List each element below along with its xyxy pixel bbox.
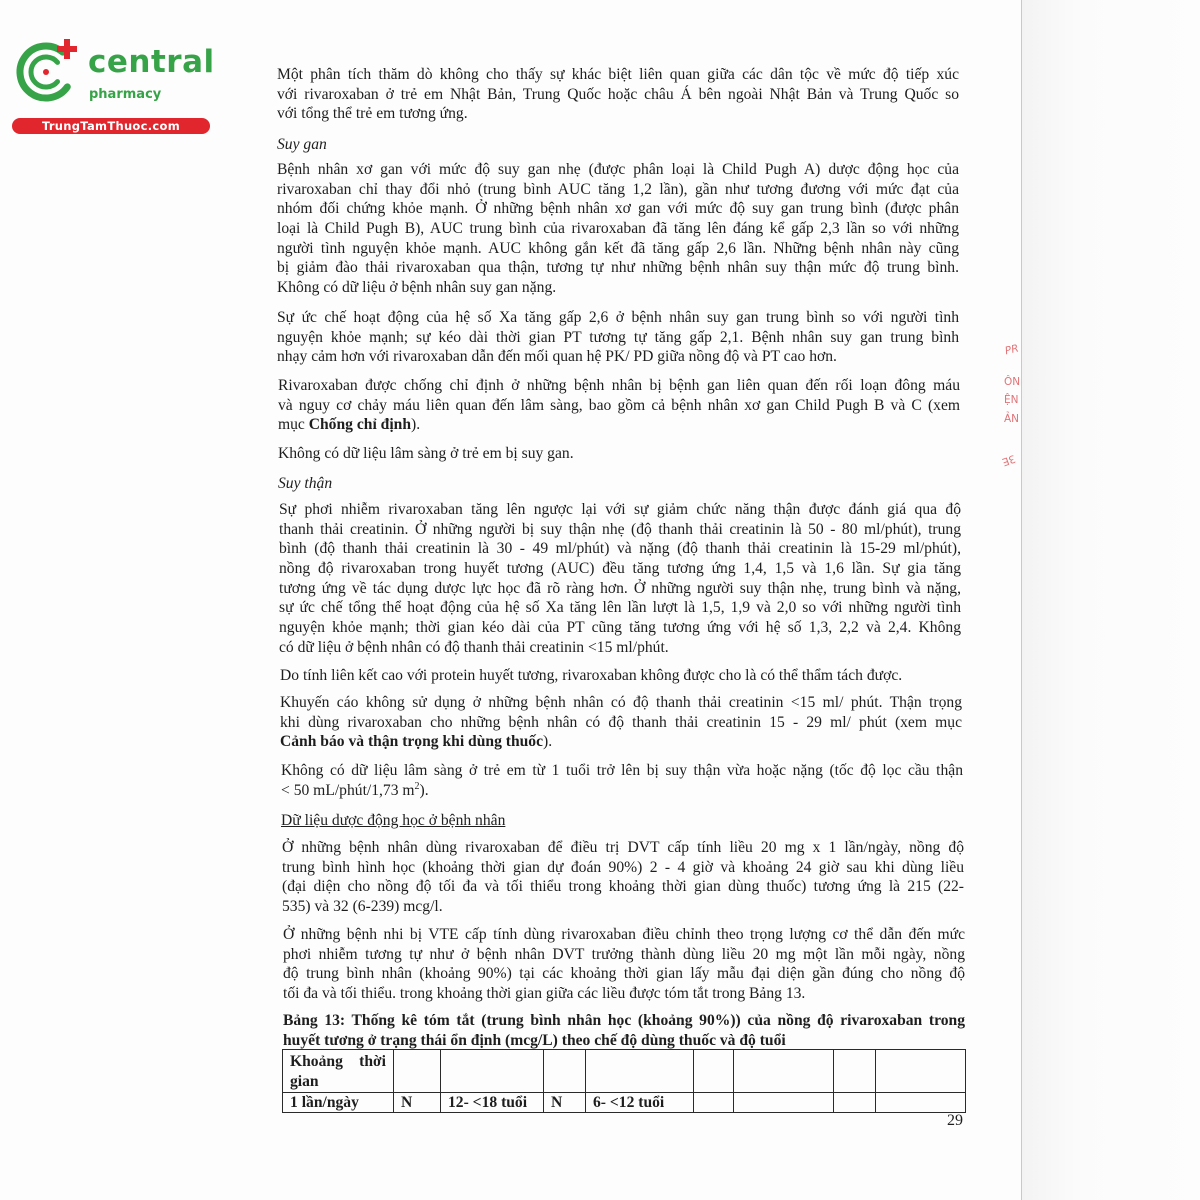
text-fragment: < 50 mL/phút/1,73 m (281, 781, 415, 799)
stamp-text: ỆN (1004, 394, 1019, 406)
brand-name: central (88, 44, 215, 80)
text-line: bình (độ thanh thải creatinin là 30 - 49 ml/phút) và nặng (độ thanh thải creatinin là 15-29 ml/phút), (279, 540, 961, 558)
text-fragment: ). (543, 733, 553, 751)
table-cell (876, 1093, 966, 1113)
stamp-text: ẢN (1004, 413, 1020, 425)
page-edge-line (1021, 0, 1022, 1200)
text-line: (đại diện cho nồng độ tối đa và tối thiểu trong khoảng thời gian dùng thuốc) tương ứng là 215 (22- (282, 878, 964, 896)
text-line: phơi nhiễm tương tự như ở bệnh nhân DVT trưởng thành dùng liều 20 mg một lần mỗi ngày, nồng (283, 945, 965, 963)
heading-text: Dữ liệu dược động học ở bệnh nhân (281, 812, 506, 829)
table-header-row (283, 1050, 966, 1093)
heading-text: Suy thận (278, 475, 333, 492)
text-line: nguyện khỏe mạnh; sự kéo dài thời gian PT tương tự tăng gấp 2,1. Bệnh nhân suy gan trung bình (277, 328, 959, 346)
text-fragment: ). (411, 416, 421, 434)
paragraph-adult-dvt (282, 838, 964, 917)
text-line: Rivaroxaban được chống chỉ định ở những bệnh nhân bị bệnh gan liên quan đến rối loạn đông máu (278, 377, 960, 394)
paragraph-ethnicity (277, 65, 959, 124)
paragraph-liver-contraindication (278, 376, 960, 435)
text-line: rivaroxaban chỉ thay đổi nhỏ (trung bình AUC tăng 1,2 lần), gần như tương đương với mức đạt của (277, 180, 959, 198)
text-line: thanh thải creatinin. Ở những người bị suy thận nhẹ (độ thanh thải creatinin là 50 - 80 ml/phút), trung (279, 520, 961, 538)
table-cell: 1 lần/ngày (283, 1093, 394, 1113)
table-header-cell (544, 1050, 586, 1093)
website-badge: TrungTamThuoc.com (12, 118, 210, 134)
text-line: Khuyến cáo không sử dụng ở những bệnh nhân có độ thanh thải creatinin <15 ml/ phút. Thận trọng (280, 694, 962, 711)
text-line: Một phân tích thăm dò không cho thấy sự khác biệt liên quan giữa các dân tộc về mức độ tiếp xúc (277, 66, 959, 83)
central-pharmacy-logo-icon (10, 36, 90, 106)
text-line (278, 415, 960, 435)
text-line: độ trung bình nhân (khoảng 90%) tại các khoảng thời gian lấy mẫu đại diện gần đúng cho nồng độ (283, 965, 965, 983)
table-header-cell (441, 1050, 544, 1093)
text-line: khi dùng rivaroxaban cho những bệnh nhân có độ thanh thải creatinin 15 - 29 ml/ phút (xem mục (280, 713, 962, 731)
cross-reference-contraindications: Chống chỉ định (308, 416, 412, 434)
table-header-cell (394, 1050, 441, 1093)
stamp-fragment (996, 330, 1022, 480)
text-line: Không có dữ liệu ở bệnh nhân suy gan nặng. (277, 279, 557, 297)
text-fragment: mục (278, 416, 309, 434)
paragraph-renal-exposure (279, 500, 961, 658)
paragraph-liver-pediatric (278, 444, 960, 464)
text-line: tương ứng về tác dụng dược lực học đã rõ ràng hơn. Ở những người suy thận nhẹ, trung bình và nặng, (279, 579, 961, 597)
brand-logo (0, 0, 230, 140)
section-heading-suy-than (278, 474, 960, 494)
table-header-cell (694, 1050, 734, 1093)
section-heading-suy-gan (277, 135, 959, 155)
text-line: người tình nguyện khỏe mạnh. AUC không gắn kết đã tăng gấp 2,6 lần. Những bệnh nhân này cũng (277, 239, 959, 257)
brand-tagline: pharmacy (89, 87, 162, 102)
text-line: Không có dữ liệu lâm sàng ở trẻ em bị suy gan. (278, 445, 574, 462)
text-line: Sự ức chế hoạt động của hệ số Xa tăng gấp 2,6 ở bệnh nhân suy gan trung bình so với người tình (277, 309, 959, 326)
table-cell (694, 1093, 734, 1113)
table-header-cell (734, 1050, 834, 1093)
paragraph-renal-recommendation (280, 693, 962, 752)
table-header-cell (834, 1050, 876, 1093)
text-line: Ở những bệnh nhi bị VTE cấp tính dùng rivaroxaban điều chỉnh theo trọng lượng cơ thể dẫn đến mức (283, 926, 965, 943)
table-cell: N (394, 1093, 441, 1113)
table-cell: 12- <18 tuổi (441, 1093, 544, 1113)
text-line: huyết tương ở trạng thái ổn định (mcg/L) theo chế độ dùng thuốc và độ tuổi (283, 1031, 786, 1049)
text-line: nhóm đối chứng khỏe mạnh. Ở những bệnh nhân xơ gan với mức độ suy gan trung bình (được phân (277, 200, 959, 218)
text-line: với tổng thể trẻ em tương ứng. (277, 105, 468, 123)
table-caption (283, 1011, 965, 1050)
text-fragment: ). (419, 781, 429, 799)
text-line: loại là Child Pugh B), AUC trung bình của rivaroxaban đã tăng lên đáng kể gấp 2,3 lần so với những (277, 220, 959, 238)
text-line (281, 781, 963, 801)
table-13 (282, 1049, 966, 1113)
paragraph-renal-pediatric (281, 761, 963, 800)
table-cell (734, 1093, 834, 1113)
text-line: Bảng 13: Thống kê tóm tắt (trung bình nhân học (khoảng 90%)) của nồng độ rivaroxaban trong (283, 1012, 965, 1029)
text-line (280, 732, 962, 752)
paragraph-liver-pk (277, 160, 959, 298)
text-line: bị giảm đào thải rivaroxaban qua thận, tương tự như những bệnh nhân suy thận mức độ trung bình. (277, 259, 959, 277)
table-row (283, 1093, 966, 1113)
stamp-text: 3E (1000, 452, 1017, 468)
paragraph-renal-dialysis (280, 666, 962, 686)
text-line: Do tính liên kết cao với protein huyết tương, rivaroxaban không được cho là có thể thẩm tách được. (280, 667, 903, 684)
page-edge-shadow (1022, 0, 1200, 1200)
text-line: sự ức chế tổng thể hoạt động của hệ số Xa tăng lên lần lượt là 1,5, 1,9 và 2,0 so với những người tình (279, 599, 961, 617)
page-number: 29 (947, 1112, 963, 1129)
text-line: nồng độ rivaroxaban trong huyết tương (AUC) đều tăng tương ứng 1,4, 1,5 và 1,6 lần. Sự gia tăng (279, 560, 961, 578)
text-line: có dữ liệu ở bệnh nhân có độ thanh thải creatinin <15 ml/phút. (279, 638, 669, 656)
text-line: Sự phơi nhiễm rivaroxaban tăng lên ngược lại với sự giảm chức năng thận được đánh giá qua độ (279, 501, 961, 518)
text-line: Không có dữ liệu lâm sàng ở trẻ em từ 1 tuổi trở lên bị suy thận vừa hoặc nặng (tốc độ lọc cầu thận (281, 762, 963, 779)
text-line: với rivaroxaban ở trẻ em Nhật Bản, Trung Quốc hoặc châu Á bên ngoài Nhật Bản và Trung Quốc so (277, 85, 959, 103)
table-cell (834, 1093, 876, 1113)
text-line: Bệnh nhân xơ gan với mức độ suy gan nhẹ (được phân loại là Child Pugh A) dược động học của (277, 161, 959, 178)
text-line: Ở những bệnh nhân dùng rivaroxaban để điều trị DVT cấp tính liều 20 mg x 1 lần/ngày, nồng độ (282, 839, 964, 856)
text-line: và nguy cơ chảy máu liên quan đến lâm sàng, bao gồm cả bệnh nhân xơ gan Child Pugh B và C (xem (278, 396, 960, 414)
text-line: nhạy cảm hơn với rivaroxaban dẫn đến mối quan hệ PK/ PD giữa nồng độ và PT cao hơn. (277, 348, 837, 366)
stamp-text: PR (1003, 342, 1020, 358)
heading-text: Suy gan (277, 136, 327, 153)
paragraph-liver-xa-inhibition (277, 308, 959, 367)
paragraph-pediatric-vte (283, 925, 965, 1004)
table-header-cell: Khoảng thời gian (283, 1050, 394, 1093)
table-header-cell (586, 1050, 694, 1093)
stamp-text: ÔN (1004, 376, 1021, 388)
table-cell: 6- <12 tuổi (586, 1093, 694, 1113)
text-line: trung bình hình học (khoảng thời gian dự đoán 90%) 2 - 4 giờ và khoảng 24 giờ sau khi dùng liều (282, 858, 964, 876)
table-cell: N (544, 1093, 586, 1113)
text-line: 535) và 32 (6-239) mcg/l. (282, 898, 443, 916)
table-header-cell (876, 1050, 966, 1093)
cross-reference-warnings: Cảnh báo và thận trọng khi dùng thuốc (280, 733, 544, 751)
superscript: 2 (414, 780, 420, 792)
text-line: nguyện khỏe mạnh; thời gian kéo dài của PT cũng tăng tương ứng với hệ số 1,3, 2,2 và 2,4. Không (279, 619, 961, 637)
section-heading-patient-pk (281, 811, 963, 831)
text-line: tối đa và tối thiểu. trong khoảng thời gian giữa các liều được tóm tắt trong Bảng 13. (283, 985, 806, 1003)
